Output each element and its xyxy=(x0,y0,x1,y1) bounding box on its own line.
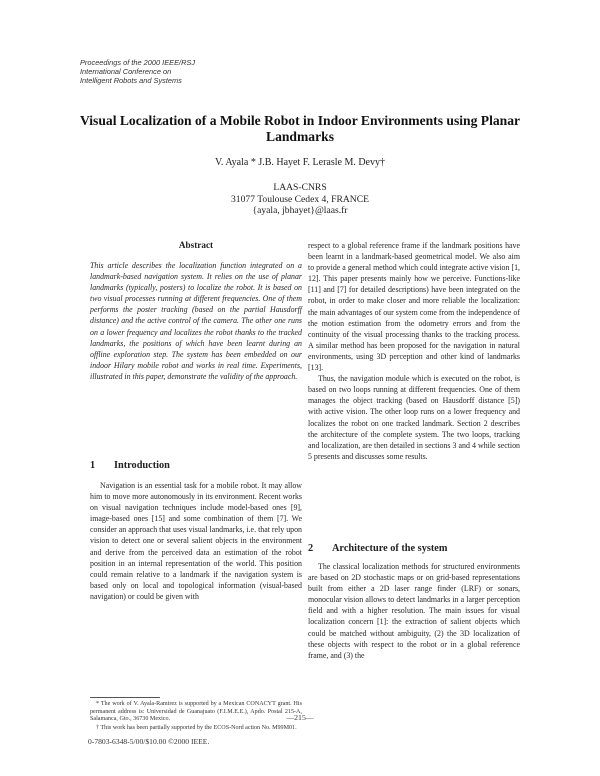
proceedings-line: International Conference on xyxy=(80,67,172,77)
section-title: Introduction xyxy=(114,460,170,471)
paper-title: Visual Localization of a Mobile Robot in Indoor Environments using Planar Landmarks xyxy=(79,113,521,144)
section-heading-architecture xyxy=(308,543,447,554)
proceedings-line: Intelligent Robots and Systems xyxy=(80,76,182,86)
abstract-text: This article describes the localization function integrated on a landmark-based navigation system. It relies on the use of planar landmarks (typically, posters) to localize the robot. It is based on two visual processes running at different frequencies. One of them performs the poster tracking (based on the partial Hausdorff distance) and the active control of the camera. The other one runs on a lower frequency and localizes the robot thanks to the tracked landmarks, the positions of which have been learnt during an offline exploration step. The system has been embedded on our indoor Hilary mobile robot and works in real time. Experiments, illustrated in this paper, demonstrate the validity of the approach. xyxy=(90,261,302,381)
affiliation xyxy=(150,182,450,217)
architecture-body xyxy=(308,561,520,661)
section-heading-introduction xyxy=(90,460,170,471)
proceedings-header xyxy=(80,58,300,86)
page-number: —215— xyxy=(286,713,314,722)
abstract-heading: Abstract xyxy=(178,240,214,250)
body-paragraph: Thus, the navigation module which is executed on the robot, is based on two loops running at different frequencies. One of them manages the object tracking (based on Hausdorff distance [5]) with active vision. The other loop runs on a lower frequency and localizes the robot on one tracked landmark. Section 2 describes the architecture of the complete system. The two loops, tracking and localization, are then detailed in sections 3 and 4 while section 5 presents and discusses some results. xyxy=(308,374,520,461)
proceedings-line: Proceedings of the 2000 IEEE/RSJ xyxy=(80,58,196,67)
body-paragraph: Navigation is an essential task for a mobile robot. It may allow him to move more autonomously in its environment. Recent works on visual navigation techniques include model-based ones [9], image-based ones [15] and some combination of them [7]. We consider an approach that uses visual landmarks, i.e. that rely upon vision to detect one or several salient objects in the environment and derive from the perceived data an estimation of the robot position in an internal representation of the world. This position could remain relative to a landmark if the navigation system is based only on local and topological information (visual-based navigation) or could be given with xyxy=(90,481,302,601)
affiliation-email: {ayala, jbhayet}@laas.fr xyxy=(252,205,348,217)
right-column-text xyxy=(308,240,520,462)
section-title: Architecture of the system xyxy=(332,543,448,554)
affiliation-address: 31077 Toulouse Cedex 4, FRANCE xyxy=(231,193,369,205)
affiliation-lab: LAAS-CNRS xyxy=(273,182,327,193)
footnote-rule xyxy=(90,697,160,698)
section-number: 1 xyxy=(90,460,96,471)
footnote: † This work has been partially supported by the ECOS-Nord action No. M99M01. xyxy=(96,724,297,731)
abstract-body xyxy=(90,260,302,382)
body-paragraph: The classical localization methods for structured environments are based on 2D stochastic maps or on grid-based representations built from either a 2D laser range finder (LRF) or sonars, monocular vision allows to detect landmarks in a larger perception field and with a higher resolution. The main issues for visual localization concern [1]: the extraction of salient objects which could be matched without ambiguity, (2) the 3D localization of these objects with respect to the robot or in a global reference frame, and (3) the xyxy=(308,562,520,660)
body-paragraph: respect to a global reference frame if the landmark positions have been learnt in a landmark-based geometrical model. We also aim to provide a general method which could integrate active vision [1, 12]. This paper presents mainly how we perceive. Functions-like [11] and [7] for detailed descriptions) have been integrated on the robot, in order to make closer and more reliable the localization: the main advantages of our system come from the independence of the motion estimation from the odometry errors and from the continuity of the visual processing thanks to the tracking process. A similar method has been proposed for the navigation in natural environments, using 3D perception and other kind of landmarks [13]. xyxy=(308,241,520,373)
section-number: 2 xyxy=(308,543,314,554)
footnote: * The work of V. Ayala-Ramirez is supported by a Mexican CONACYT grant. His permanent address is: Universidad de Guanajuato (F.I.M.E.E.), Apdo. Postal 215-A, Salamanca, Gto., 36730 Mexico. xyxy=(90,701,302,722)
author-list: V. Ayala * J.B. Hayet F. Lerasle M. Devy† xyxy=(214,157,385,168)
introduction-body xyxy=(90,480,302,602)
copyright-line: 0-7803-6348-5/00/$10.00 ©2000 IEEE. xyxy=(88,737,210,746)
